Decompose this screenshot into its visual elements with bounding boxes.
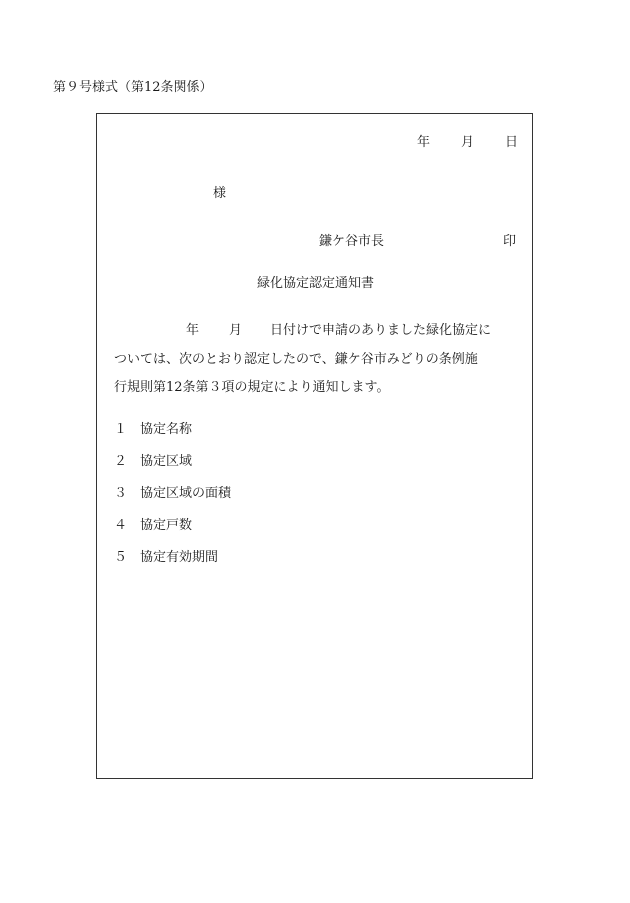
form-number-label: 第９号様式（第12条関係） bbox=[53, 80, 213, 95]
addressee-suffix: 様 bbox=[213, 186, 227, 201]
item-label: 協定戸数 bbox=[140, 518, 193, 533]
list-item bbox=[114, 452, 231, 484]
list-item bbox=[114, 516, 231, 548]
item-number: ４ bbox=[114, 518, 128, 533]
item-label: 協定区域 bbox=[140, 454, 193, 469]
item-label: 協定有効期間 bbox=[140, 550, 219, 565]
item-label: 協定名称 bbox=[140, 422, 193, 437]
list-item bbox=[114, 548, 231, 580]
item-number: ３ bbox=[114, 486, 128, 501]
seal-label: 印 bbox=[503, 234, 517, 249]
body-line-3: 行規則第12条第３項の規定により通知します。 bbox=[114, 380, 390, 395]
body-line-2: ついては、次のとおり認定したので、鎌ケ谷市みどりの条例施 bbox=[114, 351, 478, 367]
notice-body bbox=[114, 317, 518, 403]
list-item bbox=[114, 484, 231, 516]
sender-title: 鎌ケ谷市長 bbox=[319, 234, 385, 249]
item-number: ５ bbox=[114, 550, 128, 565]
item-number: １ bbox=[114, 422, 128, 437]
notice-frame bbox=[96, 113, 533, 779]
item-number: ２ bbox=[114, 454, 128, 469]
body-month-label: 月 bbox=[229, 323, 243, 338]
date-month-label: 月 bbox=[461, 135, 475, 150]
body-year-label: 年 bbox=[186, 323, 200, 338]
date-day-label: 日 bbox=[505, 135, 519, 150]
body-line-1 bbox=[114, 317, 518, 346]
item-list bbox=[114, 420, 231, 580]
list-item bbox=[114, 420, 231, 452]
item-label: 協定区域の面積 bbox=[140, 486, 232, 501]
date-year-label: 年 bbox=[417, 135, 431, 150]
body-line-1-text: 日付けで申請のありました緑化協定に bbox=[270, 323, 492, 338]
document-title: 緑化協定認定通知書 bbox=[256, 276, 374, 291]
